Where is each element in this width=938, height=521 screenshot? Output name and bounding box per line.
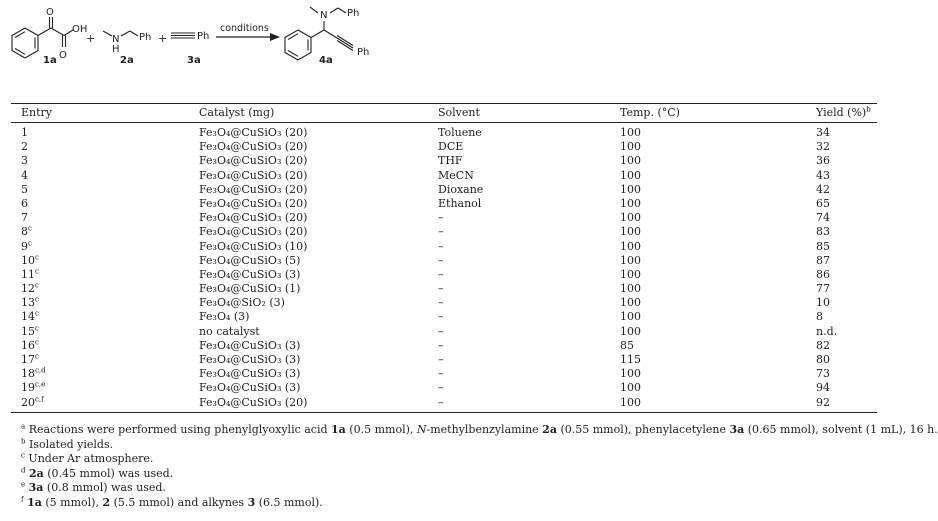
footnote-mark: c — [21, 451, 25, 460]
cell-yield: n.d. — [816, 324, 838, 338]
footnote-text: (0.8 mmol) was used. — [43, 481, 166, 495]
cell-entry — [21, 169, 28, 183]
cell-entry — [21, 282, 39, 296]
compound-ref: 1a — [27, 495, 42, 509]
cell-solvent: – — [438, 253, 444, 267]
cell-solvent: – — [438, 296, 444, 310]
cell-entry — [21, 197, 28, 211]
cell-temp: 100 — [620, 239, 641, 253]
cell-catalyst: Fe₃O₄@CuSiO₃ (20) — [199, 126, 308, 139]
cell-catalyst: no catalyst — [199, 324, 260, 338]
cell-yield: 34 — [816, 126, 830, 139]
cell-catalyst: Fe₃O₄@CuSiO₃ (20) — [199, 140, 308, 154]
reaction-arrow — [216, 33, 280, 41]
entry-footnote-sup: c — [35, 338, 39, 347]
entry-footnote-sup: c,f — [35, 394, 44, 403]
cell-yield: 36 — [816, 154, 830, 168]
cell-yield: 73 — [816, 367, 830, 381]
plus-sign-2: + — [158, 32, 168, 45]
cell-yield: 94 — [816, 381, 830, 395]
cell-solvent: Dioxane — [438, 182, 484, 196]
entry-number: 11 — [21, 267, 35, 281]
header-entry: Entry — [21, 106, 53, 119]
entry-number: 15 — [21, 324, 35, 338]
compound-4a-label: 4a — [319, 55, 333, 66]
cell-temp: 100 — [620, 211, 641, 225]
table-footnotes — [11, 422, 938, 511]
table-row — [11, 367, 877, 381]
cell-solvent: Toluene — [438, 126, 482, 139]
cell-temp: 100 — [620, 154, 641, 168]
cell-temp: 100 — [620, 126, 641, 139]
entry-number: 6 — [21, 196, 28, 210]
cell-catalyst: Fe₃O₄ (3) — [199, 310, 250, 324]
entry-footnote-sup: c — [35, 281, 39, 290]
amine-n-label: N — [112, 34, 120, 45]
cell-solvent: DCE — [438, 140, 464, 154]
table-row — [11, 240, 877, 254]
cell-catalyst: Fe₃O₄@CuSiO₃ (20) — [199, 154, 308, 168]
cell-yield: 42 — [816, 182, 830, 196]
entry-number: 18 — [21, 367, 35, 381]
entry-footnote-sup: c,e — [35, 380, 46, 389]
cell-solvent: – — [438, 225, 444, 239]
cell-temp: 100 — [620, 182, 641, 196]
entry-number: 10 — [21, 253, 35, 267]
footnote-mark: e — [21, 480, 26, 489]
table-row — [11, 310, 877, 324]
compound-ref: 3a — [28, 481, 44, 495]
entry-number: 14 — [21, 310, 35, 324]
table-row — [11, 353, 877, 367]
cell-catalyst: Fe₃O₄@CuSiO₃ (3) — [199, 381, 301, 395]
entry-number: 13 — [21, 296, 35, 310]
cell-yield: 10 — [816, 296, 830, 310]
cell-solvent: – — [438, 367, 444, 381]
compound-ref: 3a — [729, 423, 745, 436]
cell-catalyst: Fe₃O₄@CuSiO₃ (3) — [199, 338, 301, 352]
entry-footnote-sup: c — [35, 309, 39, 318]
cell-yield: 92 — [816, 395, 830, 409]
cell-solvent: – — [438, 353, 444, 366]
cell-yield: 77 — [816, 282, 830, 296]
cell-catalyst: Fe₃O₄@SiO₂ (3) — [199, 296, 285, 310]
compound-3a-structure — [171, 33, 195, 38]
cell-temp: 100 — [620, 395, 641, 409]
cell-temp: 100 — [620, 381, 641, 395]
entry-number: 2 — [21, 140, 28, 154]
compound-ref: 1a — [331, 423, 346, 436]
footnote-text: (0.5 mmol), — [345, 423, 417, 436]
cell-solvent: – — [438, 324, 444, 338]
cell-catalyst: Fe₃O₄@CuSiO₃ (3) — [199, 353, 301, 366]
cell-entry — [21, 240, 32, 254]
cell-entry — [21, 325, 39, 339]
footnote-e — [11, 481, 889, 496]
cell-catalyst: Fe₃O₄@CuSiO₃ (10) — [199, 239, 308, 253]
cell-solvent: – — [438, 310, 444, 324]
cell-entry — [21, 225, 32, 239]
ph-label-3a: Ph — [197, 31, 210, 42]
cell-temp: 100 — [620, 267, 641, 281]
cell-temp: 100 — [620, 140, 641, 154]
cell-solvent: – — [438, 267, 444, 281]
cell-solvent: – — [438, 211, 444, 225]
table-header-row — [11, 104, 877, 122]
entry-number: 12 — [21, 282, 35, 296]
entry-footnote-sup: c — [35, 253, 39, 262]
cell-solvent: – — [438, 239, 444, 253]
cell-solvent: MeCN — [438, 168, 474, 182]
compound-ref: 3 — [247, 495, 256, 509]
cell-catalyst: Fe₃O₄@CuSiO₃ (3) — [199, 267, 301, 281]
cell-catalyst: Fe₃O₄@CuSiO₃ (20) — [199, 211, 308, 225]
entry-number: 20 — [21, 395, 35, 409]
product-ph-alkyne-label: Ph — [357, 47, 370, 58]
cell-solvent: – — [438, 282, 444, 296]
optimization-table — [11, 103, 877, 413]
entry-footnote-sup: c — [35, 267, 39, 276]
cell-entry — [21, 154, 28, 168]
cell-yield: 43 — [816, 168, 830, 182]
footnote-text: (0.55 mmol), phenylacetylene — [556, 423, 730, 436]
cell-entry — [21, 183, 28, 197]
cell-catalyst: Fe₃O₄@CuSiO₃ (20) — [199, 395, 308, 409]
cell-catalyst: Fe₃O₄@CuSiO₃ (20) — [199, 196, 308, 210]
cell-temp: 100 — [620, 310, 641, 324]
cell-temp: 100 — [620, 296, 641, 310]
entry-number: 4 — [21, 168, 28, 182]
entry-number: 5 — [21, 182, 28, 196]
cell-solvent: – — [438, 381, 444, 395]
cell-temp: 115 — [620, 353, 641, 366]
cell-entry — [21, 296, 39, 310]
header-yield — [816, 104, 871, 122]
reaction-scheme — [0, 0, 899, 96]
compound-4a-structure — [285, 7, 353, 60]
amine-h-label: H — [112, 44, 120, 55]
entry-number: 8 — [21, 225, 28, 239]
entry-footnote-sup: c — [28, 238, 32, 247]
cell-temp: 85 — [620, 338, 634, 352]
cell-entry — [21, 353, 39, 367]
compound-3a-label: 3a — [187, 55, 201, 66]
table-row — [11, 140, 877, 154]
entry-number: 7 — [21, 211, 28, 225]
table-row — [11, 197, 877, 211]
cell-temp: 100 — [620, 196, 641, 210]
entry-number: 3 — [21, 154, 28, 168]
plus-sign-1: + — [86, 32, 96, 45]
table-row — [11, 183, 877, 197]
acid-o-label: O — [59, 50, 67, 61]
footnote-c — [11, 452, 889, 467]
cell-entry — [21, 126, 28, 140]
cell-entry — [21, 396, 44, 410]
footnote-text: -methylbenzylamine — [426, 423, 543, 436]
header-temp: Temp. (°C) — [620, 106, 680, 119]
cell-yield: 83 — [816, 225, 830, 239]
table-row — [11, 325, 877, 339]
footnote-b — [11, 438, 889, 453]
footnote-mark: a — [21, 422, 26, 431]
entry-number: 9 — [21, 239, 28, 253]
cell-entry — [21, 367, 46, 381]
cell-temp: 100 — [620, 168, 641, 182]
footnote-text: (0.45 mmol) was used. — [43, 466, 174, 480]
cell-temp: 100 — [620, 324, 641, 338]
cell-yield: 82 — [816, 338, 830, 352]
cell-yield: 85 — [816, 239, 830, 253]
table-row — [11, 282, 877, 296]
cell-temp: 100 — [620, 225, 641, 239]
cell-solvent: – — [438, 395, 444, 409]
cell-solvent: – — [438, 338, 444, 352]
cell-catalyst: Fe₃O₄@CuSiO₃ (20) — [199, 168, 308, 182]
table-row — [11, 254, 877, 268]
compound-1a-label: 1a — [43, 55, 57, 66]
entry-number: 16 — [21, 338, 35, 352]
table-bottom-rule — [11, 412, 877, 413]
compound-2a-label: 2a — [120, 55, 134, 66]
table-row — [11, 296, 877, 310]
table-row — [11, 381, 877, 395]
table-row — [11, 126, 877, 140]
cell-yield: 32 — [816, 140, 830, 154]
entry-footnote-sup: c — [28, 224, 32, 233]
cell-temp: 100 — [620, 253, 641, 267]
footnote-a — [11, 422, 938, 438]
ph-label-2a: Ph — [139, 32, 152, 43]
cell-entry — [21, 310, 39, 324]
entry-footnote-sup: c — [35, 323, 39, 332]
cell-entry — [21, 339, 39, 353]
header-yield-sup: b — [866, 105, 871, 114]
product-ph-top-label: Ph — [347, 8, 360, 19]
compound-2a-structure — [103, 31, 138, 36]
cell-entry — [21, 268, 39, 282]
footnote-italic: N — [416, 423, 427, 436]
footnote-text: (6.5 mmol). — [255, 495, 323, 509]
footnote-text: (5.5 mmol) and alkynes — [110, 495, 248, 509]
cell-yield: 8 — [816, 310, 823, 324]
entry-footnote-sup: c — [35, 295, 39, 304]
cell-catalyst: Fe₃O₄@CuSiO₃ (20) — [199, 225, 308, 239]
cell-entry — [21, 140, 28, 154]
cell-yield: 80 — [816, 353, 830, 366]
entry-number: 1 — [21, 126, 28, 139]
product-n-label: N — [320, 10, 328, 21]
table-row — [11, 339, 877, 353]
table-row — [11, 154, 877, 168]
footnote-text: Under Ar atmosphere. — [28, 452, 154, 466]
table-row — [11, 211, 877, 225]
oh-label: OH — [72, 24, 88, 35]
entry-number: 19 — [21, 381, 35, 395]
footnote-mark: b — [21, 436, 26, 445]
cell-solvent: Ethanol — [438, 196, 482, 210]
table-body — [11, 123, 877, 412]
footnote-text: (0.65 mmol), solvent (1 mL), 16 h. — [744, 423, 938, 436]
table-row — [11, 225, 877, 239]
cell-catalyst: Fe₃O₄@CuSiO₃ (1) — [199, 282, 301, 296]
cell-yield: 86 — [816, 267, 830, 281]
footnote-f — [11, 496, 889, 511]
header-solvent: Solvent — [438, 106, 480, 119]
compound-ref: 2 — [102, 495, 111, 509]
header-catalyst: Catalyst (mg) — [199, 106, 275, 119]
cell-catalyst: Fe₃O₄@CuSiO₃ (3) — [199, 367, 301, 381]
cell-temp: 100 — [620, 367, 641, 381]
arrow-conditions-label: conditions — [220, 23, 269, 34]
footnote-mark: f — [21, 495, 24, 504]
footnote-text: Reactions were performed using phenylglyoxylic acid — [28, 423, 332, 436]
entry-number: 17 — [21, 353, 35, 366]
cell-yield: 65 — [816, 196, 830, 210]
cell-entry — [21, 381, 45, 395]
table-row — [11, 396, 877, 410]
table-row — [11, 268, 877, 282]
footnote-d — [11, 467, 889, 482]
cell-catalyst: Fe₃O₄@CuSiO₃ (20) — [199, 182, 308, 196]
entry-footnote-sup: c — [35, 352, 39, 361]
table-row — [11, 169, 877, 183]
cell-catalyst: Fe₃O₄@CuSiO₃ (5) — [199, 253, 301, 267]
cell-entry — [21, 211, 28, 225]
cell-solvent: THF — [438, 154, 463, 168]
footnote-text: Isolated yields. — [28, 437, 114, 451]
cell-temp: 100 — [620, 282, 641, 296]
compound-ref: 2a — [28, 466, 44, 480]
cell-entry — [21, 254, 39, 268]
header-yield-text: Yield (%) — [816, 106, 867, 119]
compound-ref: 2a — [542, 423, 557, 436]
entry-footnote-sup: c,d — [35, 366, 46, 375]
cell-yield: 74 — [816, 211, 830, 225]
footnote-text: (5 mmol), — [41, 495, 103, 509]
carbonyl-o-label: O — [46, 7, 54, 18]
footnote-mark: d — [21, 466, 26, 475]
cell-yield: 87 — [816, 253, 830, 267]
